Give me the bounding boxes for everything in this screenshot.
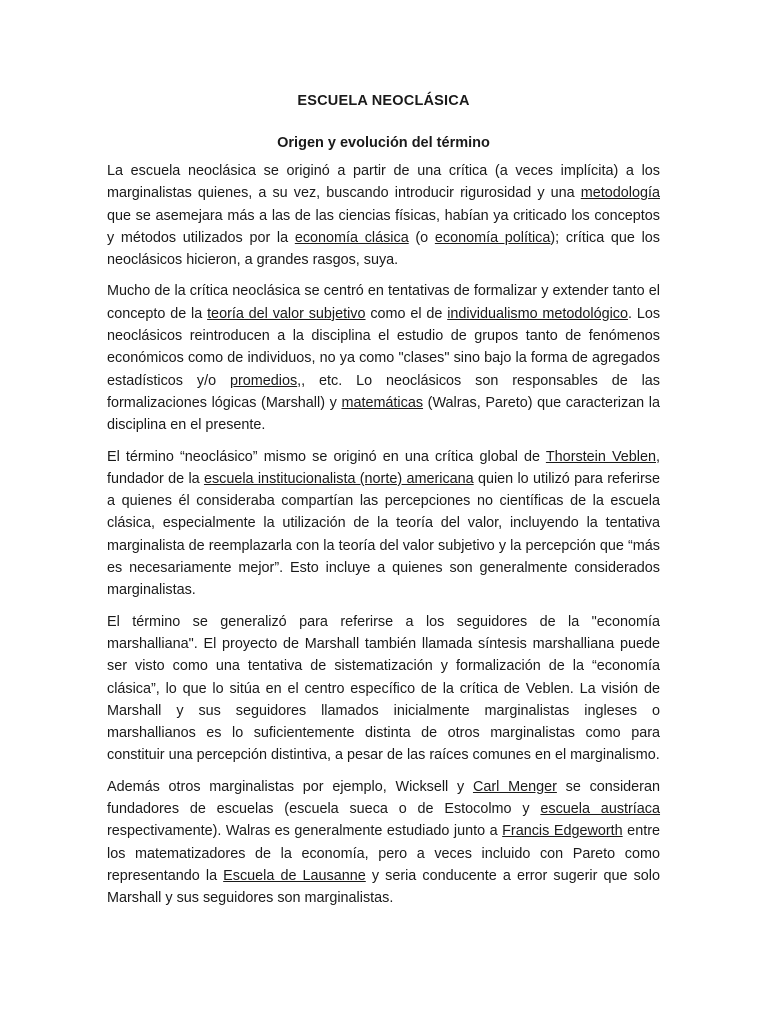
link-francis-edgeworth[interactable]: Francis Edgeworth (502, 823, 623, 840)
text-segment: . Los neoclásicos reintroducen a la disciplina el estudio de grupos tanto de fenómenos económicos como de individuos, no ya como "clases" sino bajo la forma de agregados estadísticos y/o (107, 305, 661, 389)
link-economia-clasica[interactable]: economía clásica (294, 229, 409, 246)
text-segment: Además otros marginalistas por ejemplo, Wicksell y (107, 778, 473, 795)
text-segment: El término se generalizó para referirse a los seguidores de la "economía marshalliana". El proyecto de Marshall también llamada síntesis marshalliana puede ser visto como una tentativa de sistematización y formalización de la “economía clásica”, lo que lo sitúa en el centro específico de la crítica de Veblen. La visión de Marshall y sus seguidores llamados inicialmente marginalistas ingleses o marshallianos es lo suficientemente distinta de otros marginalistas como para constituir una percepción distintiva, a pesar de las raíces comunes en el marginalismo. (107, 613, 660, 764)
link-individualismo-metodologico[interactable]: individualismo metodológico (447, 305, 628, 322)
text-segment: Mucho de la crítica neoclásica se centró en tentativas de formalizar y extender tanto el concepto de la (107, 283, 660, 322)
text-segment: como el de (365, 305, 448, 322)
link-escuela-austriaca[interactable]: escuela austríaca (540, 801, 661, 818)
text-segment: (Walras, Pareto) que caracterizan la disciplina en el presente. (107, 394, 660, 434)
text-segment: quien lo utilizó para referirse a quienes él consideraba compartían las percepciones no científicas de la escuela clásica, especialmente la utilización de la teoría del valor, incluyendo la tentativa marginalista de reemplazarla con la teoría del valor subjetivo y la percepción que “más es necesariamente mejor”. Esto incluye a quienes son generalmente considerados marginalistas. (107, 470, 660, 599)
link-carl-menger[interactable]: Carl Menger (472, 778, 557, 795)
link-economia-politica[interactable]: economía política (434, 229, 551, 246)
link-matematicas[interactable]: matemáticas (341, 394, 424, 411)
link-escuela-de-lausanne[interactable]: Escuela de Lausanne (223, 867, 366, 884)
text-segment: ); crítica que los neoclásicos hicieron, a grandes rasgos, suya. (107, 229, 660, 269)
section-heading: Origen y evolución del término (277, 135, 490, 151)
text-segment: respectivamente). Walras es generalmente estudiado junto a (107, 823, 503, 840)
link-escuela-institucionalista[interactable]: escuela institucionalista (norte) americana (203, 470, 474, 487)
link-thorstein-veblen[interactable]: Thorstein Veblen (545, 448, 657, 465)
text-segment: se consideran fundadores de escuelas (escuela sueca o de Estocolmo y (107, 778, 660, 818)
document-title: ESCUELA NEOCLÁSICA (297, 93, 470, 109)
paragraph-4 (107, 611, 660, 767)
text-segment: entre los matematizadores de la economía, pero a veces incluido con Pareto como representando la (107, 823, 660, 884)
paragraph-3 (107, 446, 660, 602)
paragraph-2 (107, 280, 660, 436)
paragraph-1 (107, 160, 660, 271)
text-segment: que se asemejara más a las de las ciencias físicas, habían ya criticado los conceptos y métodos utilizados por la (107, 207, 660, 246)
link-promedios[interactable]: promedios (229, 372, 298, 389)
text-segment: El término “neoclásico” mismo se originó en una crítica global de (107, 448, 546, 465)
text-segment: La escuela neoclásica se originó a partir de una crítica (a veces implícita) a los marginalistas quienes, a su vez, buscando introducir rigurosidad y una (107, 163, 660, 202)
text-segment: ,, etc. Lo neoclásicos son responsables de las formalizaciones lógicas (Marshall) y (107, 372, 660, 411)
text-segment: y seria conducente a error sugerir que solo Marshall y sus seguidores son marginalistas. (107, 867, 660, 907)
paragraph-5 (107, 776, 660, 910)
link-teoria-valor-subjetivo[interactable]: teoría del valor subjetivo (207, 305, 366, 322)
link-metodologia[interactable]: metodología (580, 185, 660, 202)
text-segment: , fundador de la (107, 448, 661, 487)
text-segment: (o (408, 229, 435, 246)
